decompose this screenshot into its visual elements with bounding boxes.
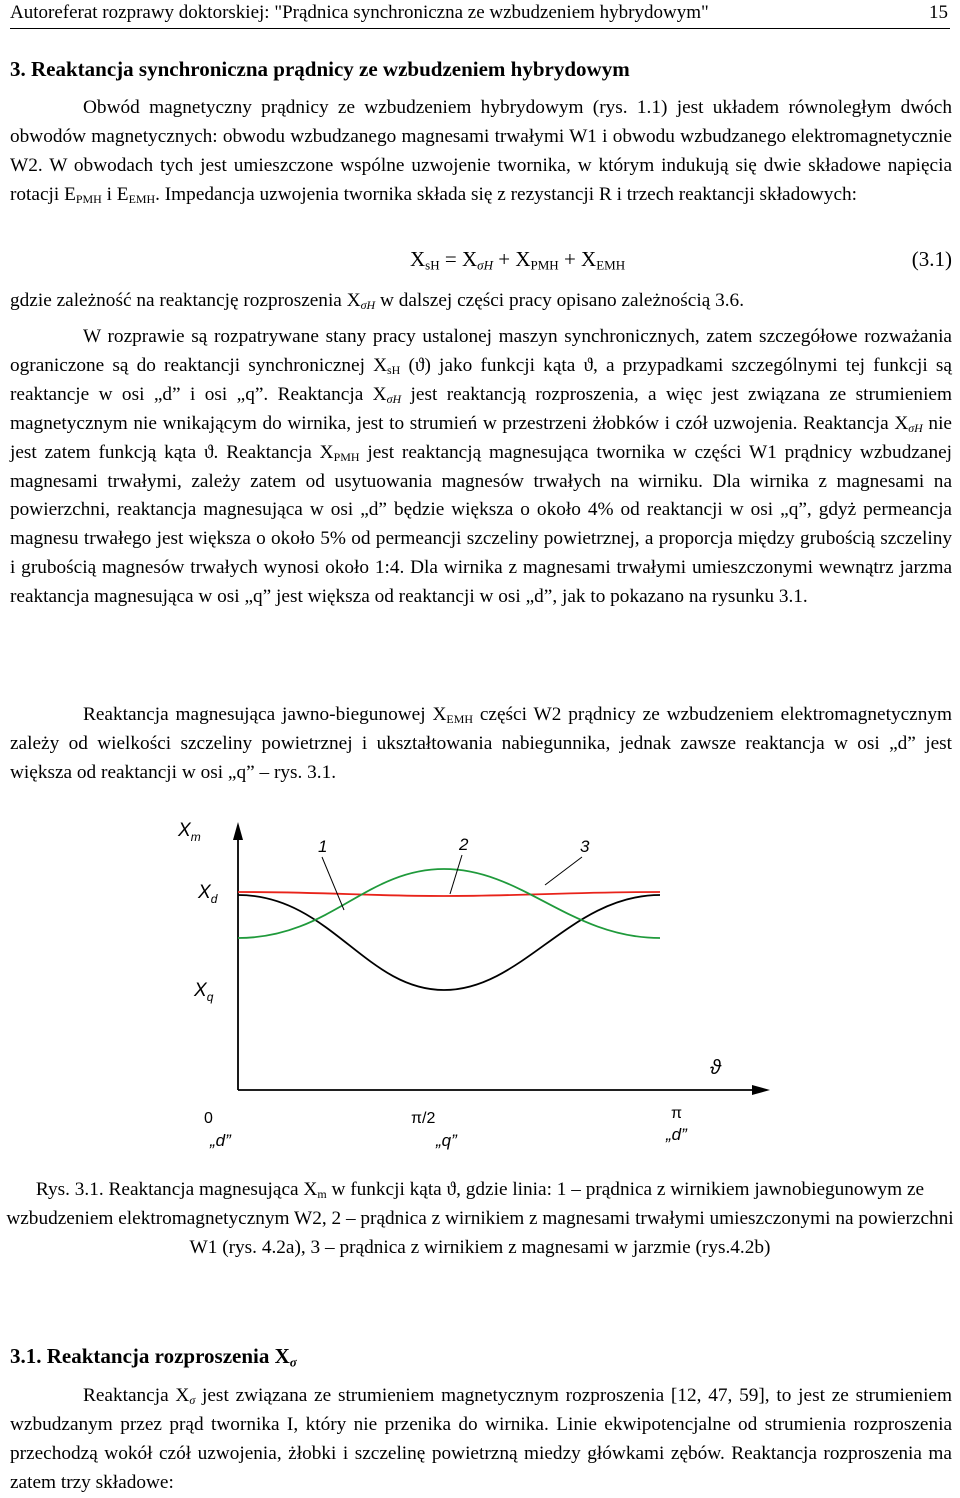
curve-label-1-leader xyxy=(322,857,344,910)
section-number: 3. xyxy=(10,57,26,81)
tick-half-pi-axis: „q” xyxy=(436,1131,457,1150)
curve-label-2: 2 xyxy=(459,835,469,854)
running-header xyxy=(10,0,950,29)
curve-label-3-leader xyxy=(545,857,582,885)
curve-label-1: 1 xyxy=(318,837,328,856)
paragraph-1: Obwód magnetyczny prądnicy ze wzbudzeniem hybrydowym (rys. 1.1) jest układem równoległym dwóch obwodów magnetycznych: obwodu wzbudzanego magnesami trwałymi W1 i obwodu wzbudzanego elektromagnetycznie W2. W obwodach tych jest umieszczone wspólne uzwojenie twornika, w którym indukują się dwie składowe napięcia rotacji $E_{PMH}$ i $E_{EMH}$. Impedancja uzwojenia twornika składa się z rezystancji R i trzech reaktancji składowych: xyxy=(10,97,952,206)
section-title: Reaktancja synchroniczna prądnicy ze wzbudzeniem hybrydowym xyxy=(31,57,630,81)
figure-3-1 xyxy=(0,810,960,1170)
paragraph-3: W rozprawie są rozpatrywane stany pracy ustalonej maszyn synchronicznych, zatem szczegółowe rozważania ograniczone są do reaktancji synchronicznej $X_{sH}$ (ϑ) jako funkcji kąta ϑ, a przypadkami szczególnymi tej funkcji są reaktancje w osi „d” i osi „q”. Reaktancja $X_{\sigma H}$ jest reaktancją rozproszenia, a więc jest związana ze strumieniem magnetycznym nie wnikającym do wirnika, jest to strumień w przestrzeni żłobków i czół uzwojenia. Reaktancja $X_{\sigma H}$ nie jest zatem funkcją kąta ϑ. Reaktancja $X_{PMH}$ jest reaktancją magnesująca twornika w części W1 prądnicy wzbudzanej magnesami trwałymi, zależy zatem od usytuowania magnesów trwałych na wirniku. Dla wirnika z magnesami na powierzchni, reaktancja magnesująca w osi „d” będzie większa o około 4% od reaktancji w osi „q”, gdyż permeancja magnesu trwałego jest większa o około 5% od permeancji szczeliny powietrznej, a proporcja między grubością szczeliny i grubością magnesów trwałych wynosi około 1:4. Dla wirnika z magnesami trwałymi umieszczonymi wewnątrz jarzma reaktancja magnesująca w osi „q” jest większa od reaktancji w osi „d”, jak to pokazano na rysunku 3.1. xyxy=(10,326,953,608)
tick-0: 0 xyxy=(204,1110,213,1127)
tick-pi-axis: „d” xyxy=(666,1125,687,1144)
y-axis-arrow xyxy=(233,822,243,840)
equation-number: (3.1) xyxy=(911,247,952,271)
tick-pi: π xyxy=(671,1105,683,1122)
xd-label: $X_d$ xyxy=(198,882,218,906)
equation-3-1: $X_{sH} = X_{\sigma H} + X_{PMH} + X_{EMH}$ xyxy=(410,247,626,273)
paragraph-2: gdzie zależność na reaktancję rozproszenia $X_{\sigma H}$ w dalszej części pracy opisano zależnością 3.6. xyxy=(10,290,745,312)
curve-label-2-leader xyxy=(450,855,462,894)
subsection-heading: 3.1. Reaktancja rozproszenia $X_\sigma$ xyxy=(10,1344,297,1370)
x-axis-arrow xyxy=(752,1085,770,1095)
header-title: Autoreferat rozprawy doktorskiej: "Prądnica synchroniczna ze wzbudzeniem hybrydowym" xyxy=(10,2,709,23)
figure-caption: Rys. 3.1. Reaktancja magnesująca $X_m$ w funkcji kąta ϑ, gdzie linia: 1 – prądnica z wirnikiem jawnobiegunowym ze wzbudzeniem elektromagnetycznym W2, 2 – prądnica z wirnikiem z magnesami trwałymi umieszczonymi na powierzchni W1 (rys. 4.2a), 3 – prądnica z wirnikiem z magnesami w jarzmie (rys.4.2b) xyxy=(6,1179,954,1258)
section-heading xyxy=(10,57,630,82)
paragraph-4: Reaktancja magnesująca jawno-biegunowej $X_{EMH}$ części W2 prądnicy ze wzbudzeniem elektromagnetycznym zależy od wielkości szczeliny powietrznej i ukształtowania nabiegunnika, jednak zawsze reaktancja w osi „d” jest większa od reaktancji w osi „q” – rys. 3.1. xyxy=(10,704,952,783)
curve-2 xyxy=(238,892,660,896)
curve-3 xyxy=(238,869,660,938)
x-axis-label: ϑ xyxy=(710,1057,721,1079)
tick-0-axis: „d” xyxy=(210,1131,231,1150)
y-axis-label: $X_m$ xyxy=(178,820,201,844)
curve-1 xyxy=(238,895,660,990)
tick-half-pi: π/2 xyxy=(411,1110,436,1127)
page-number: 15 xyxy=(929,2,948,23)
paragraph-5: Reaktancja $X_\sigma$ jest związana ze strumieniem magnetycznym rozproszenia [12, 47, 59], to jest ze strumieniem wzbudzanym przez prąd twornika I, który nie przenika do wirnika. Linie ekwipotencjalne od strumienia rozproszenia przechodzą wokół czół uzwojenia, żłobki i szczelinę powietrzną miedzy główkami zębów. Reaktancja rozproszenia ma zatem trzy składowe: xyxy=(10,1385,952,1493)
xq-label: $X_q$ xyxy=(194,980,214,1004)
curve-label-3: 3 xyxy=(580,837,590,856)
